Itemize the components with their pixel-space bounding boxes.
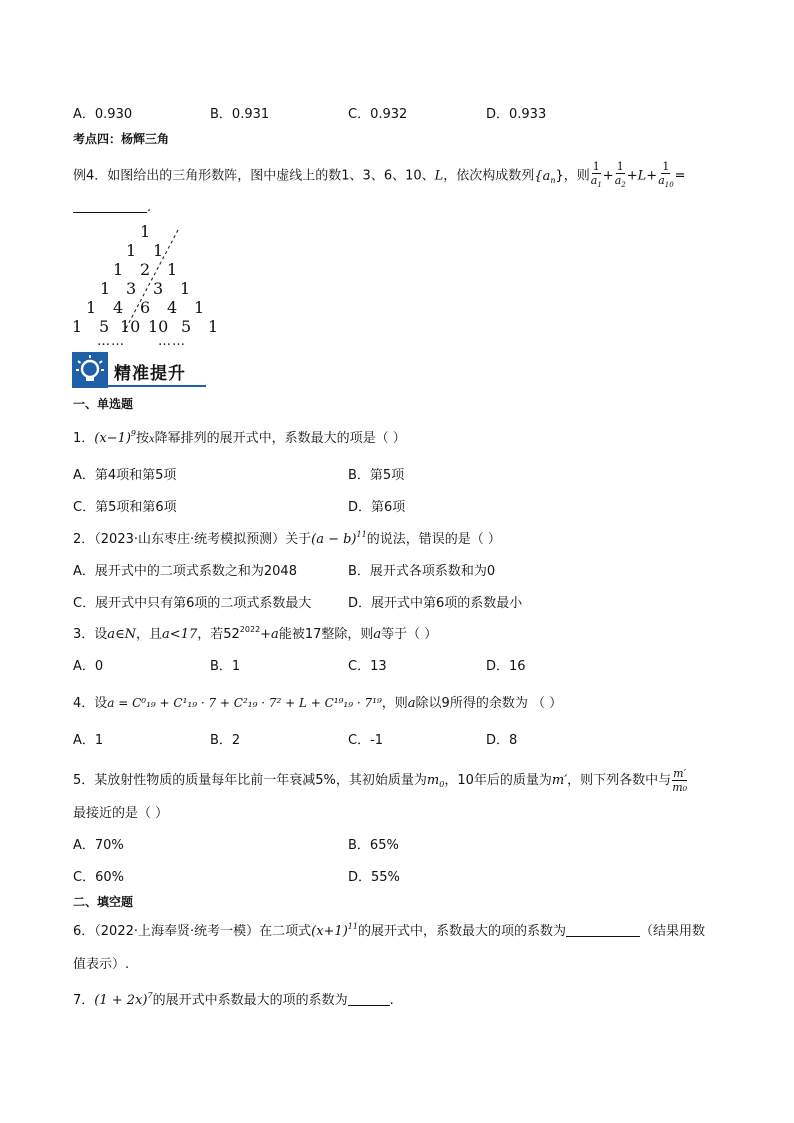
example4-text-b: ，依次构成数列 (443, 168, 535, 184)
triangle-cell: 1 (113, 260, 124, 279)
q2-option-a[interactable]: A．展开式中的二项式系数之和为2048 (73, 564, 297, 579)
triangle-cell: 1 (180, 279, 191, 298)
example4-answer-blank[interactable]: . (73, 200, 151, 215)
triangle-cell: 1 (72, 317, 83, 336)
question-5: 5．某放射性物质的质量每年比前一年衰减5%，其初始质量为$m_0$，10年后的质量为m′，则下列各数中与 $\frac{m'}{\text{m₀}}$ (73, 767, 688, 794)
triangle-cell: 4 (167, 298, 178, 317)
badge-title: 精准提升 (114, 364, 186, 384)
q2-option-d[interactable]: D．展开式中第6项的系数最小 (348, 596, 523, 611)
question-5-cont: 最接近的是（ ） (73, 806, 169, 821)
question-3: 3．设a∈N，且a<17，若$52^{2022}+a$能被17整除，则a等于（ ） (73, 625, 438, 642)
triangle-ellipsis: …… (97, 334, 125, 349)
q3-option-d[interactable]: D．16 (486, 659, 526, 674)
q5-option-b[interactable]: B．65% (348, 838, 399, 853)
triangle-cell: 5 (99, 317, 110, 336)
q5-fraction: $\frac{m'}{\text{m₀}}$ (672, 767, 688, 794)
q4-option-a[interactable]: A．1 (73, 733, 104, 748)
q1-option-b[interactable]: B．第5项 (348, 468, 405, 483)
triangle-cell: 1 (126, 241, 137, 260)
q4-option-c[interactable]: C．-1 (348, 733, 384, 748)
q3-option-b[interactable]: B．1 (210, 659, 241, 674)
example4-dots: L (434, 168, 444, 184)
triangle-ellipsis: …… (158, 334, 186, 349)
triangle-cell: 10 (120, 317, 141, 336)
q3-option-a[interactable]: A．0 (73, 659, 104, 674)
q5-option-c[interactable]: C．60% (73, 870, 124, 885)
triangle-cell: 1 (208, 317, 219, 336)
precision-improve-badge (72, 352, 206, 388)
q1-option-d[interactable]: D．第6项 (348, 500, 406, 515)
q2-option-c[interactable]: C．展开式中只有第6项的二项式系数最大 (73, 596, 312, 611)
q1-option-a[interactable]: A．第4项和第5项 (73, 468, 177, 483)
triangle-cell: 1 (194, 298, 205, 317)
q3-option-c[interactable]: C．13 (348, 659, 387, 674)
q6-answer-blank[interactable] (566, 924, 640, 937)
q4-option-d[interactable]: D．8 (486, 733, 518, 748)
q3prev-option-b: B．0.931 (210, 107, 270, 122)
q1-option-c[interactable]: C．第5项和第6项 (73, 500, 177, 515)
q4-option-b[interactable]: B．2 (210, 733, 241, 748)
question-7: 7．$(1 + 2x)^7$的展开式中系数最大的项的系数为 . (73, 991, 394, 1008)
triangle-cell: 6 (140, 298, 151, 317)
triangle-cell: 1 (167, 260, 178, 279)
fraction-a2: $\frac{1}{a_2}$ (614, 160, 626, 190)
q7-answer-blank[interactable] (348, 993, 390, 1006)
part1-title: 一、单选题 (73, 397, 134, 411)
question-1: 1．$(x-1)^9$按x降幂排列的展开式中，系数最大的项是（ ） (73, 429, 406, 446)
q5-option-a[interactable]: A．70% (73, 838, 124, 853)
triangle-cell: 1 (153, 241, 164, 260)
question-6: 6．（2022·上海奉贤·统考一模）在二项式$(x+1)^{11}$的展开式中，系数最大的项的系数为 （结果用数 (73, 922, 705, 939)
section-title: 考点四：杨辉三角 (73, 132, 170, 146)
question-2: 2．（2023·山东枣庄·统考模拟预测）关于$(a - b)^{11}$的说法，错误的是（ ） (73, 530, 501, 547)
triangle-cell: 3 (153, 279, 164, 298)
q2-option-b[interactable]: B．展开式各项系数和为0 (348, 564, 496, 579)
fraction-a1: $\frac{1}{a_1}$ (590, 160, 602, 190)
example4-text-a: 例4．如图给出的三角形数阵，图中虚线上的数1、3、6、10、 (73, 168, 435, 184)
question-4: 4．设a = C⁰₁₉ + C¹₁₉ · 7 + C²₁₉ · 7² + L + C¹⁹₁₉ · 7¹⁹，则a除以9所得的余数为 （ ） (73, 696, 563, 711)
q5-option-d[interactable]: D．55% (348, 870, 400, 885)
triangle-cell: 2 (140, 260, 151, 279)
triangle-cell: 5 (181, 317, 192, 336)
q3prev-option-c: C．0.932 (348, 107, 408, 122)
triangle-cell: 1 (100, 279, 111, 298)
sequence-notation: {$a_n$ (534, 168, 556, 185)
example4-text: 例4．如图给出的三角形数阵，图中虚线上的数1、3、6、10、L，依次构成数列$\{a_n\}$，则 $\frac{1}{a_1}$ + $\frac{1}{a_2}$ +L+ $\frac{1}{a_{10}}$ = (73, 160, 686, 192)
q3prev-option-d: D．0.933 (486, 107, 547, 122)
q2-expression: $(a - b)^{11}$ (311, 530, 367, 547)
diagonal-dashed-line (110, 224, 190, 340)
triangle-cell: 10 (148, 317, 169, 336)
q3prev-option-a: A．0.930 (73, 107, 133, 122)
triangle-cell: 3 (126, 279, 137, 298)
q1-expression: $(x-1)^9$ (94, 429, 137, 446)
question-6-cont: 值表示）. (73, 957, 130, 972)
example4-text-c: }，则 (555, 168, 590, 184)
q4-expression: a = C⁰₁₉ + C¹₁₉ · 7 + C²₁₉ · 7² + L + C¹⁹₁₉ · 7¹⁹ (107, 696, 382, 710)
triangle-cell: 4 (113, 298, 124, 317)
part2-title: 二、填空题 (73, 895, 134, 909)
triangle-cell: 1 (140, 222, 151, 241)
triangle-cell: 1 (86, 298, 97, 317)
fraction-a10: $\frac{1}{a_{10}}$ (658, 160, 674, 190)
